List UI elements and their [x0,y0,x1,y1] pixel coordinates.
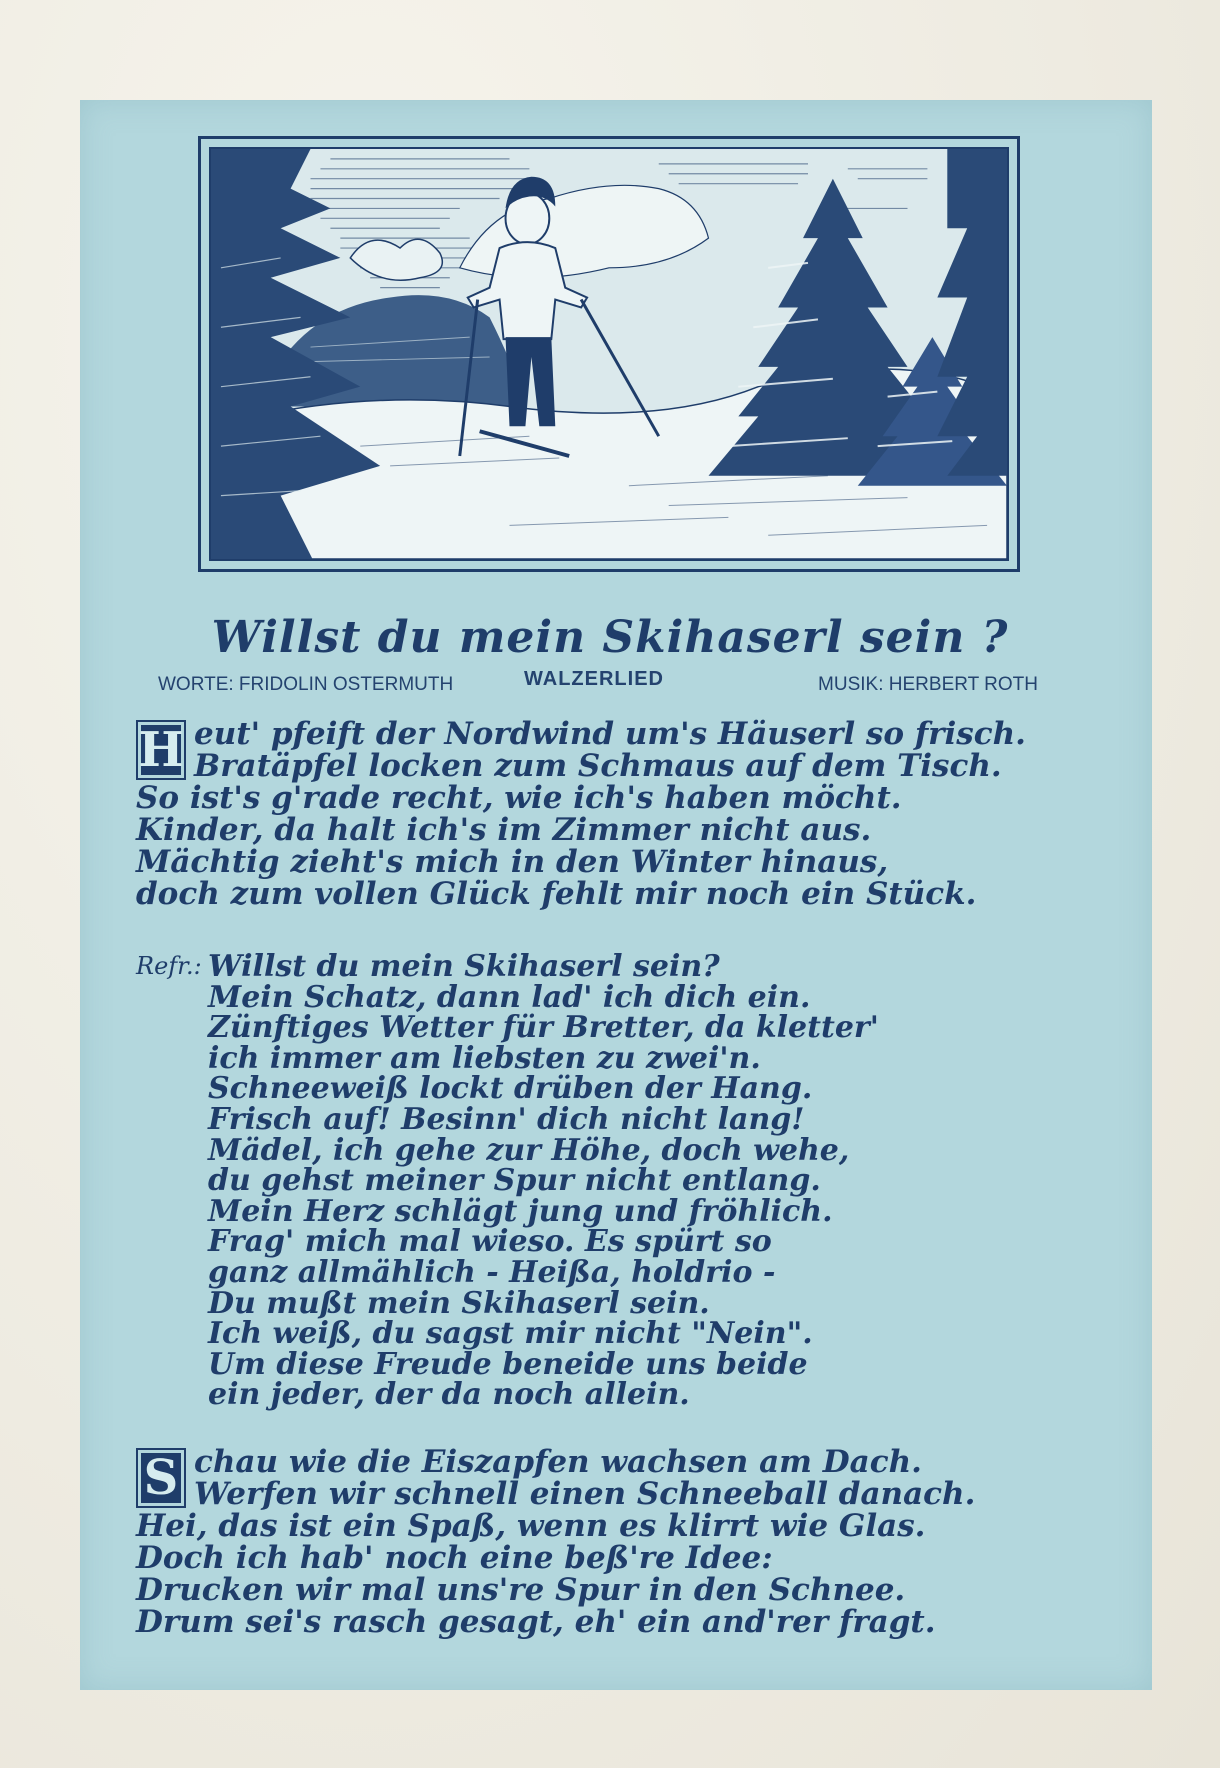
refrain-line: Mein Herz schlägt jung und fröhlich. [208,1193,833,1229]
verse-line: Werfen wir schnell einen Schneeball danach. [194,1476,976,1512]
refrain-line: Zünftiges Wetter für Bretter, da kletter' [208,1010,879,1046]
refrain-line: Willst du mein Skihaserl sein? [208,949,720,984]
winter-scene-image [211,149,1007,559]
verse-line: So ist's g'rade recht, wie ich's haben möcht. [136,780,902,816]
refrain-line: Frisch auf! Besinn' dich nicht lang! [208,1101,805,1137]
refrain-line: ein jeder, der da noch allein. [208,1377,690,1413]
refrain-line: Mein Schatz, dann lad' ich dich ein. [208,979,811,1015]
refrain-line: Frag' mich mal wieso. Es spürt so [208,1224,772,1260]
verse-line: eut' pfeift der Nordwind um's Häuserl so frisch. [194,716,1026,752]
verse-line: Bratäpfel locken zum Schmaus auf dem Tisch. [194,748,1002,784]
refrain-label: Refr.: [136,952,202,980]
verse-line: Kinder, da halt ich's im Zimmer nicht aus. [136,812,872,848]
verse-line: Drucken wir mal uns're Spur in den Schnee. [136,1572,906,1608]
verse-one-dropcap: H [136,720,186,780]
verse-one [136,718,1116,910]
words-credit: WORTE: FRIDOLIN OSTERMUTH [158,674,454,695]
refrain-line: du gehst meiner Spur nicht entlang. [208,1163,821,1199]
verse-line: chau wie die Eiszapfen wachsen am Dach. [194,1444,922,1480]
verse-line: doch zum vollen Glück fehlt mir noch ein Stück. [136,876,977,912]
genre-label: WALZERLIED [524,668,664,690]
refrain-line: ich immer am liebsten zu zwei'n. [208,1040,761,1076]
refrain-line: Um diese Freude beneide uns beide [208,1346,808,1382]
verse-line: Hei, das ist ein Spaß, wenn es klirrt wie Glas. [136,1508,926,1544]
refrain-line: Mädel, ich gehe zur Höhe, doch wehe, [208,1132,850,1168]
verse-two [136,1446,1116,1638]
music-credit: MUSIK: HERBERT ROTH [818,674,1038,695]
verse-line: Mächtig zieht's mich in den Winter hinaus, [136,844,889,880]
refrain-line: Du mußt mein Skihaserl sein. [208,1285,710,1321]
refrain-line: ganz allmählich - Heißa, holdrio - [208,1254,776,1290]
verse-line: Doch ich hab' noch eine beß're Idee: [136,1540,773,1576]
refrain [208,949,1108,1413]
illustration-frame [198,136,1020,572]
verse-two-dropcap: S [136,1448,186,1508]
refrain-line: Schneeweiß lockt drüben der Hang. [208,1071,813,1107]
song-credits [158,668,1038,698]
refrain-line: Ich weiß, du sagst mir nicht "Nein". [208,1316,813,1352]
verse-line: Drum sei's rasch gesagt, eh' ein and'rer fragt. [136,1604,936,1640]
song-title: Willst du mein Skihaserl sein ? [211,612,1009,663]
skier-illustration [209,147,1009,561]
